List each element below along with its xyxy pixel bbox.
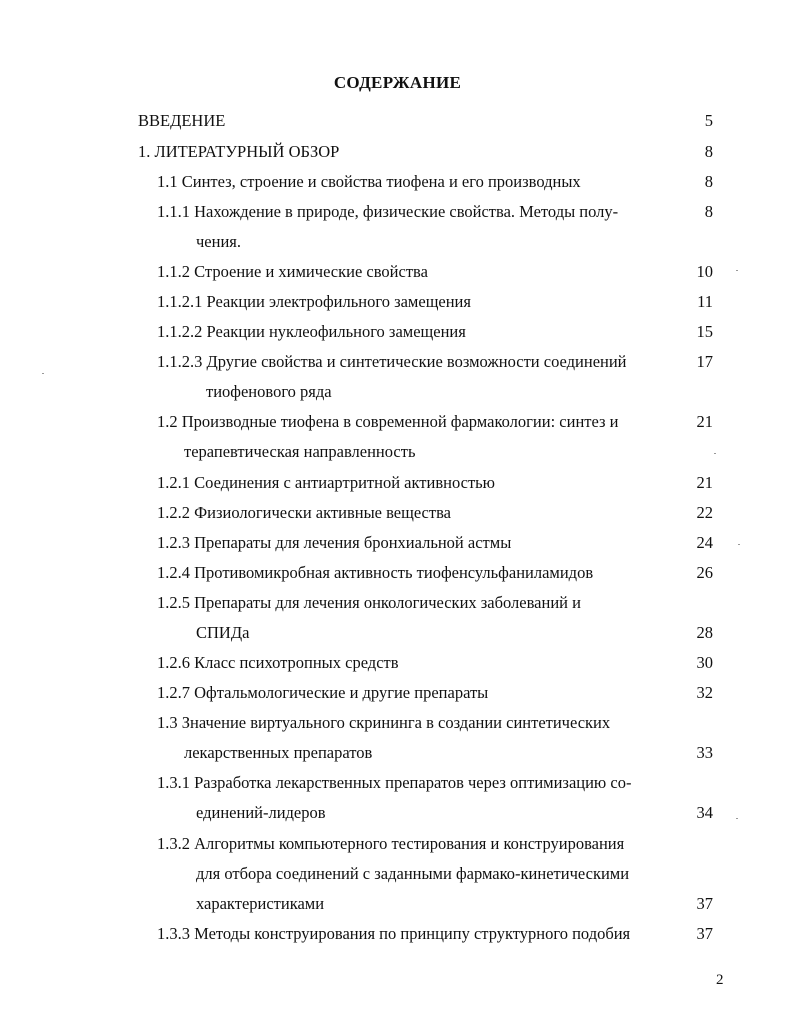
toc-entry-page: 37: [696, 924, 713, 943]
toc-entry-text: 1.2.4 Противомикробная активность тиофенсульфаниламидов: [157, 563, 594, 582]
toc-entry-continuation: для отбора соединений с заданными фармако-кинетическими: [196, 864, 630, 883]
toc-entry-page: 8: [704, 172, 713, 191]
toc-entry-page: 34: [696, 803, 713, 822]
page-number: 2: [716, 972, 724, 988]
toc-entry-page: 37: [696, 894, 713, 913]
toc-entry-continuation: тиофенового ряда: [206, 382, 332, 401]
toc-entry-continuation: СПИДа: [196, 623, 250, 642]
toc-entry-text: 1.3.3 Методы конструирования по принципу структурного подобия: [157, 924, 631, 943]
toc-entry-page: 32: [696, 683, 713, 702]
toc-entry-text: 1.3.2 Алгоритмы компьютерного тестирования и конструирования: [157, 834, 625, 853]
toc-entry-text: 1.3 Значение виртуального скрининга в создании синтетических: [157, 713, 611, 732]
toc-entry-page: 8: [704, 142, 713, 161]
toc-entry-text: 1.1.2 Строение и химические свойства: [157, 262, 428, 281]
toc-entry-continuation: единений-лидеров: [196, 803, 326, 822]
scan-speck: [736, 270, 738, 271]
toc-entry-page: 28: [696, 623, 713, 642]
toc-entry-page: 8: [704, 202, 713, 221]
toc-entry-page: 10: [696, 262, 713, 281]
toc-entry-page: 17: [696, 352, 713, 371]
toc-entry-text: 1.1 Синтез, строение и свойства тиофена и его производных: [157, 172, 581, 191]
scan-speck: [738, 544, 740, 545]
toc-entry-page: 21: [696, 412, 713, 431]
toc-entry-text: ВВЕДЕНИЕ: [138, 111, 226, 130]
toc-entry-continuation: лекарственных препаратов: [184, 743, 373, 762]
toc-entry-text: 1.2.6 Класс психотропных средств: [157, 653, 399, 672]
toc-entry-text: 1.2.5 Препараты для лечения онкологических заболеваний и: [157, 593, 581, 612]
toc-entry-text: 1.1.1 Нахождение в природе, физические свойства. Методы полу-: [157, 202, 619, 221]
toc-entry-text: 1.3.1 Разработка лекарственных препаратов через оптимизацию со-: [157, 773, 632, 792]
toc-entry-continuation: чения.: [196, 232, 241, 251]
toc-entry-page: 22: [696, 503, 713, 522]
toc-entry-text: 1.1.2.1 Реакции электрофильного замещения: [157, 292, 471, 311]
scan-speck: [42, 373, 44, 374]
toc-entry-page: 11: [697, 292, 713, 311]
toc-entry-page: 26: [696, 563, 713, 582]
toc-entry-text: 1.2.3 Препараты для лечения бронхиальной астмы: [157, 533, 512, 552]
toc-entry-page: 30: [696, 653, 713, 672]
scan-speck: [714, 453, 716, 454]
toc-entry-page: 15: [696, 322, 713, 341]
toc-entry-text: 1.1.2.2 Реакции нуклеофильного замещения: [157, 322, 466, 341]
toc-entry-continuation: характеристиками: [196, 894, 325, 913]
toc-entry-text: 1.2 Производные тиофена в современной фармакологии: синтез и: [157, 412, 619, 431]
toc-entry-continuation: терапевтическая направленность: [184, 442, 416, 461]
toc-entry-text: 1.2.2 Физиологически активные вещества: [157, 503, 451, 522]
toc-entry-text: 1.1.2.3 Другие свойства и синтетические возможности соединений: [157, 352, 627, 371]
toc-entry-page: 33: [696, 743, 713, 762]
toc-entry-page: 21: [696, 473, 713, 492]
toc-entry-text: 1.2.1 Соединения с антиартритной активностью: [157, 473, 496, 492]
toc-entry-page: 5: [704, 111, 713, 130]
toc-entry-text: 1.2.7 Офтальмологические и другие препараты: [157, 683, 489, 702]
toc-entry-page: 24: [696, 533, 713, 552]
toc-entry-text: 1. ЛИТЕРАТУРНЫЙ ОБЗОР: [138, 142, 340, 161]
page-title: СОДЕРЖАНИЕ: [333, 73, 462, 92]
scan-speck: [736, 818, 738, 819]
